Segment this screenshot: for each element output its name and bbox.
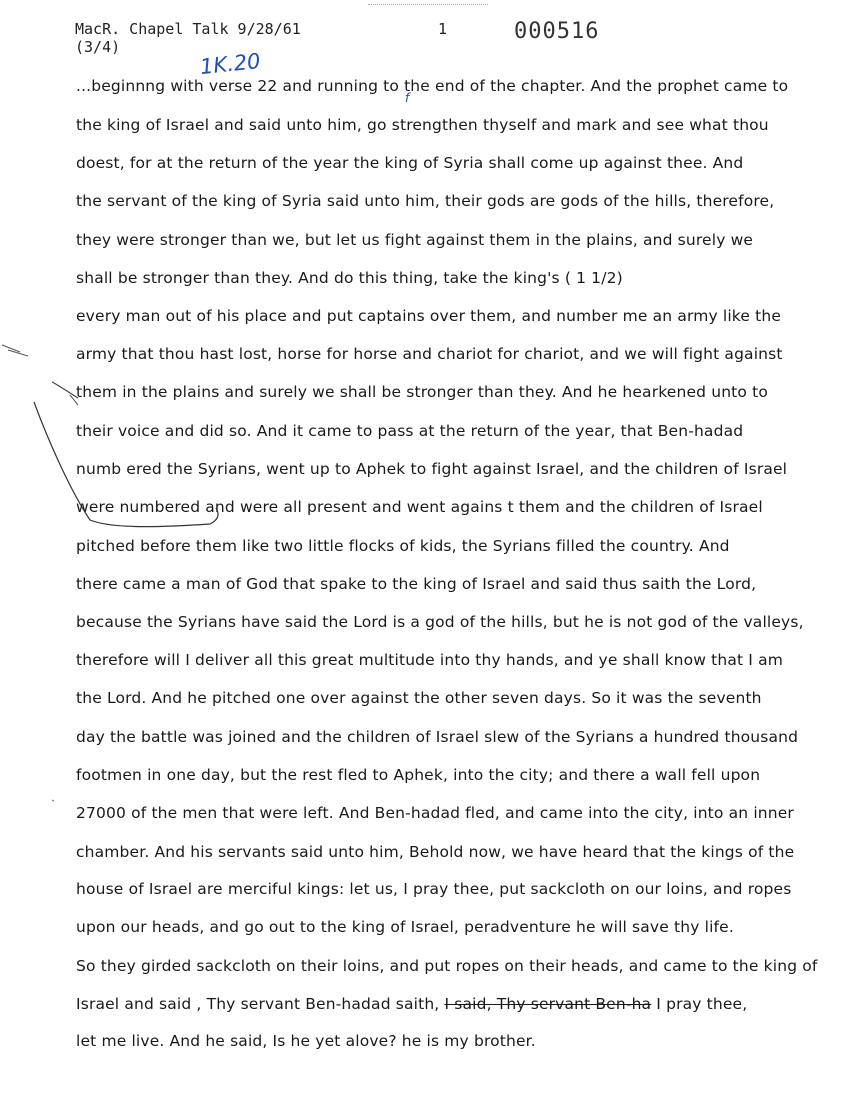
text-line: their voice and did so. And it came to pass at the return of the year, that Ben-hadad xyxy=(76,422,744,440)
text-line: chamber. And his servants said unto him, Behold now, we have heard that the kings of the xyxy=(76,843,795,861)
text-line: 27000 of the men that were left. And Ben-hadad fled, and came into the city, into an inner xyxy=(76,804,794,822)
handwritten-correction: f xyxy=(405,91,410,105)
handwritten-reference: 1K.20 xyxy=(198,48,262,80)
text-line: because the Syrians have said the Lord is a god of the hills, but he is not god of the valleys, xyxy=(76,613,804,631)
text-line: every man out of his place and put captains over them, and number me an army like the xyxy=(76,307,782,325)
text-line: shall be stronger than they. And do this thing, take the king's ( 1 1/2) xyxy=(76,269,623,287)
text-line: pitched before them like two little flocks of kids, the Syrians filled the country. And xyxy=(76,537,730,555)
line-text-before-strike: Israel and said , Thy servant Ben-hadad saith, xyxy=(76,995,440,1013)
text-line: were numbered and were all present and went agains t them and the children of Israel xyxy=(76,498,763,516)
text-line: So they girded sackcloth on their loins, and put ropes on their heads, and came to the king of xyxy=(76,957,818,975)
text-line: the servant of the king of Syria said unto him, their gods are gods of the hills, therefore, xyxy=(76,192,775,210)
text-line: they were stronger than we, but let us fight against them in the plains, and surely we xyxy=(76,231,754,249)
text-line: army that thou hast lost, horse for horse and chariot for chariot, and we will fight against xyxy=(76,345,783,363)
line-text-after-strike: I pray thee, xyxy=(656,995,748,1013)
text-line: doest, for at the return of the year the king of Syria shall come up against thee. And xyxy=(76,154,744,172)
document-title: MacR. Chapel Talk 9/28/61 xyxy=(75,20,301,38)
text-line xyxy=(76,995,747,1013)
document-number: 000516 xyxy=(514,19,600,44)
text-line: house of Israel are merciful kings: let us, I pray thee, put sackcloth on our loins, and ropes xyxy=(76,880,792,898)
text-line: ...beginnng with verse 22 and running to the end of the chapter. And the prophet came to xyxy=(76,77,789,95)
text-line: therefore will I deliver all this great multitude into thy hands, and ye shall know that I am xyxy=(76,651,783,669)
scan-mark xyxy=(368,4,488,8)
text-line: numb ered the Syrians, went up to Aphek to fight against Israel, and the children of Israel xyxy=(76,460,788,478)
page-number: 1 xyxy=(438,20,448,38)
text-line: there came a man of God that spake to the king of Israel and said thus saith the Lord, xyxy=(76,575,757,593)
text-line: them in the plains and surely we shall be stronger than they. And he hearkened unto to xyxy=(76,383,768,401)
struck-through-text: I said, Thy servant Ben-ha xyxy=(444,995,652,1013)
text-line: footmen in one day, but the rest fled to Aphek, into the city; and there a wall fell upon xyxy=(76,766,761,784)
text-line: day the battle was joined and the children of Israel slew of the Syrians a hundred thousand xyxy=(76,728,799,746)
text-line: upon our heads, and go out to the king of Israel, peradventure he will save thy life. xyxy=(76,918,734,936)
document-subtitle: (3/4) xyxy=(75,38,121,56)
text-line: the Lord. And he pitched one over against the other seven days. So it was the seventh xyxy=(76,689,762,707)
text-line: let me live. And he said, Is he yet alove? he is my brother. xyxy=(76,1032,536,1050)
text-line: the king of Israel and said unto him, go strengthen thyself and mark and see what thou xyxy=(76,116,769,134)
